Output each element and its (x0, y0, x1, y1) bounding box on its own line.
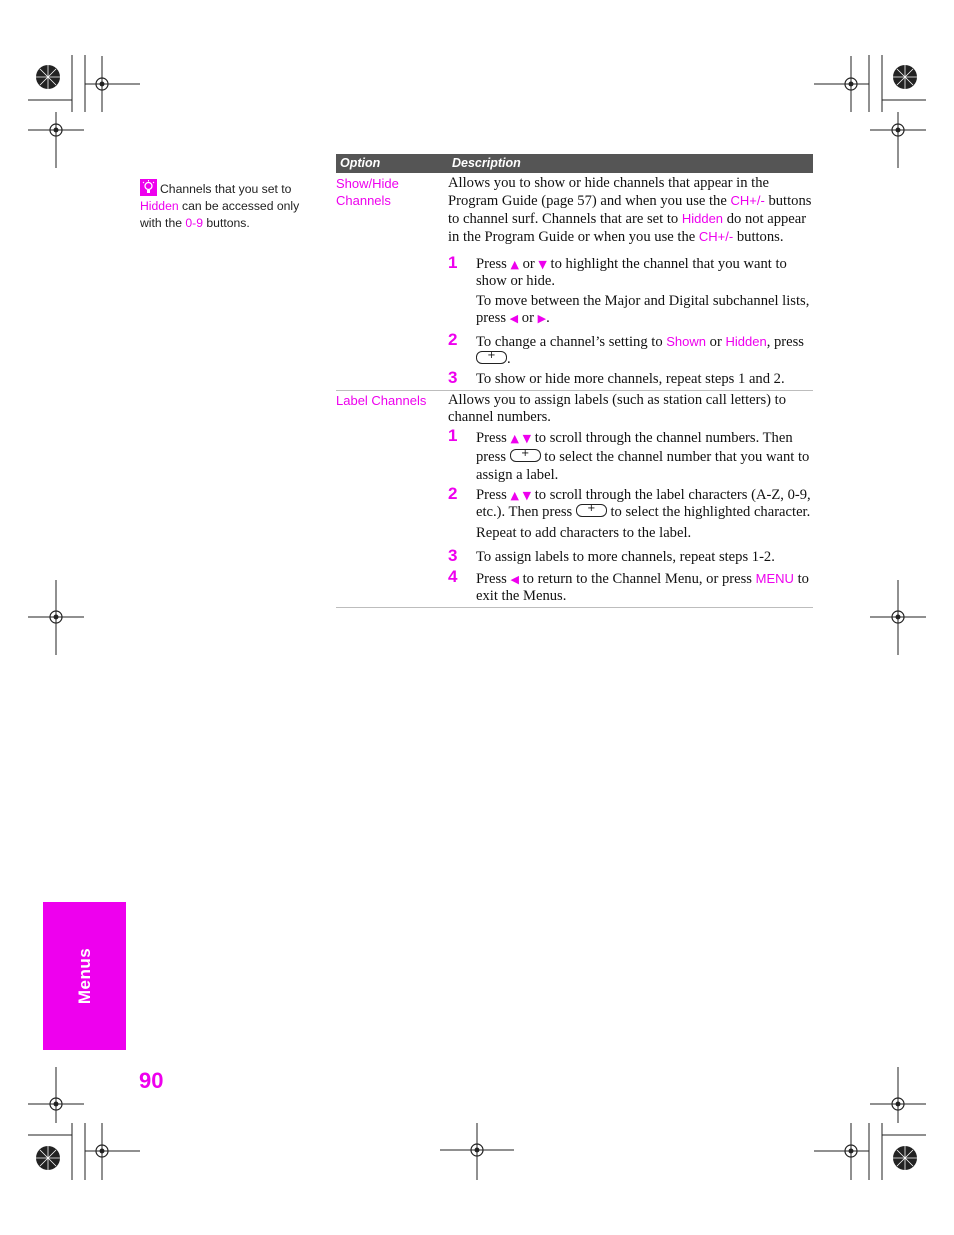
tip-note (140, 179, 300, 232)
step-text: . (507, 351, 511, 367)
step-text: to scroll through the channel numbers. Then press (476, 430, 793, 465)
step-text: Press (476, 571, 511, 587)
step-text: To change a channel’s setting to (476, 334, 667, 350)
step-text: or (706, 334, 726, 350)
step-number: 1 (448, 426, 458, 445)
step-number: 1 (448, 253, 458, 272)
left-arrow-icon: ◀ (509, 312, 519, 325)
step-note: Repeat to add characters to the label. (476, 525, 692, 541)
up-arrow-icon: ▲ (510, 489, 519, 502)
intro-text: Allows you to show or hide channels that appear in the Program Guide (page 57) and when you use the (448, 175, 769, 209)
step-4 (448, 567, 813, 605)
step-1 (448, 253, 813, 327)
column-header-description: Description (452, 156, 521, 170)
step-note: . (546, 310, 550, 326)
step-text: to select the highlighted character. (606, 504, 811, 520)
step-number: 2 (448, 484, 458, 503)
step-note: To move between the Major and Digital subchannel lists, press (476, 293, 810, 326)
intro-text: buttons. (733, 229, 784, 245)
step-text: to return to the Channel Menu, or press (518, 571, 756, 587)
keyword-menu: MENU (755, 571, 794, 586)
intro-text: do not appear in the Program Guide or when you use the (448, 211, 807, 245)
column-header-option: Option (340, 156, 381, 170)
step-text: to exit the Menus. (476, 571, 809, 604)
joystick-select-icon (476, 351, 507, 364)
joystick-select-icon (510, 449, 541, 462)
keyword-shown: Shown (666, 334, 707, 349)
intro-text: buttons to channel surf. Channels that are set to (448, 193, 812, 227)
step-text: Press (476, 430, 511, 446)
up-arrow-icon: ▲ (510, 258, 519, 271)
keyword-ch: CH+/- (730, 193, 765, 208)
step-number: 2 (448, 330, 458, 349)
step-text: Press (476, 487, 511, 503)
step-text: to scroll through the label characters (A-Z, 0-9, etc.). Then press (476, 487, 811, 520)
step-text: to highlight the channel that you want to show or hide. (476, 256, 787, 289)
joystick-select-icon (576, 504, 607, 517)
step-text: Press (476, 256, 511, 272)
description-intro (448, 175, 813, 246)
lightbulb-tip-icon (140, 179, 157, 196)
step-number: 4 (448, 567, 458, 586)
step-2 (448, 484, 813, 542)
tip-text-mid: can be accessed only with the (140, 199, 300, 230)
step-text: to select the channel number that you want to assign a label. (476, 449, 810, 483)
table-header (336, 154, 813, 173)
page-number: 90 (139, 1068, 164, 1093)
step-3 (448, 546, 813, 566)
step-1 (448, 426, 813, 484)
section-tab-label: Menus (74, 947, 94, 1005)
down-arrow-icon: ▼ (538, 258, 547, 271)
step-3 (448, 368, 813, 388)
step-number: 3 (448, 368, 458, 387)
keyword-hidden: Hidden (681, 211, 724, 226)
description-intro: Allows you to assign labels (such as station call letters) to channel numbers. (448, 392, 787, 425)
description-show-hide (448, 175, 813, 388)
tip-text-before: Channels that you set to (160, 182, 292, 196)
table-row-show-hide (336, 173, 813, 391)
up-arrow-icon: ▲ (510, 432, 519, 445)
table-row-label-channels (336, 391, 813, 608)
options-table (336, 154, 813, 608)
step-number: 3 (448, 546, 458, 565)
description-label-channels (448, 392, 813, 605)
left-arrow-icon: ◀ (510, 573, 519, 586)
down-arrow-icon: ▼ (522, 489, 532, 502)
step-note: or (518, 310, 538, 326)
keyword-ch: CH+/- (698, 229, 734, 244)
step-text: or (518, 256, 539, 272)
option-label-channels: Label Channels (336, 393, 427, 408)
tip-keyword-digits: 0-9 (185, 216, 204, 230)
keyword-hidden: Hidden (725, 334, 767, 349)
step-text: To show or hide more channels, repeat steps 1 and 2. (476, 371, 785, 387)
section-tab (43, 902, 126, 1050)
step-text: , press (766, 334, 804, 350)
right-arrow-icon: ▶ (537, 312, 547, 325)
option-show-hide-channels: Show/Hide Channels (336, 176, 399, 208)
step-2 (448, 330, 813, 368)
step-text: To assign labels to more channels, repeat steps 1-2. (476, 549, 775, 565)
tip-text-after: buttons. (203, 216, 250, 230)
down-arrow-icon: ▼ (522, 432, 532, 445)
tip-keyword-hidden: Hidden (140, 199, 179, 213)
